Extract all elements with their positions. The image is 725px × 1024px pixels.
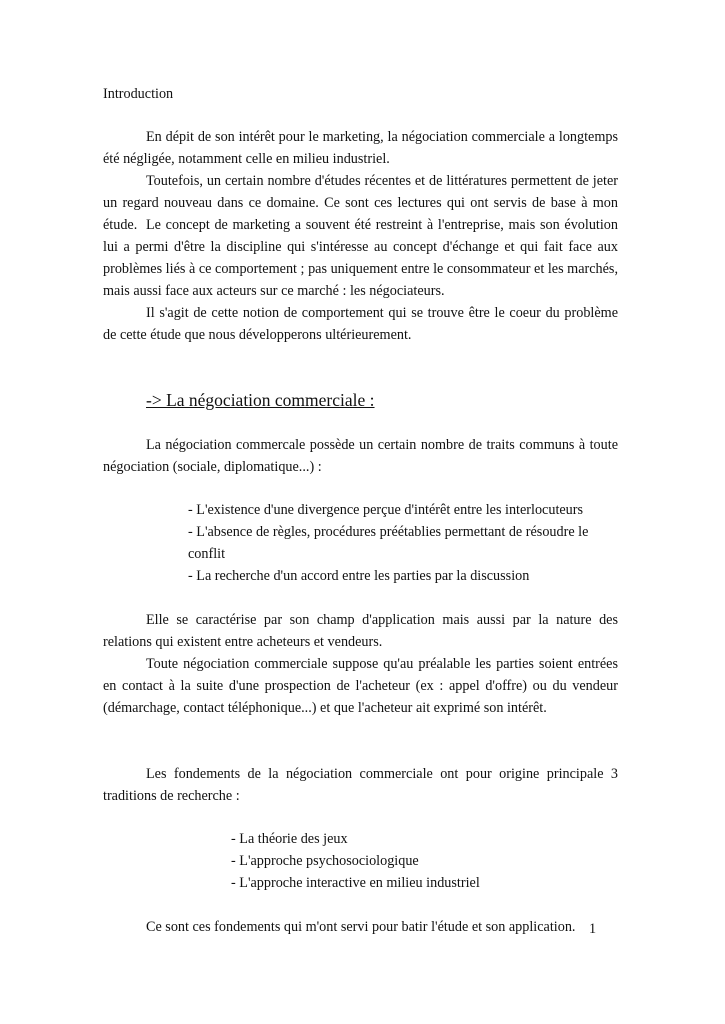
- traditions-list: [231, 828, 618, 894]
- section-intro-paragraph: La négociation commercale possède un certain nombre de traits communs à toute négociation (sociale, diplomatique...) :: [103, 437, 618, 475]
- list-item: - L'absence de règles, procédures préétablies permettant de résoudre le conflit: [188, 521, 618, 565]
- page-number: 1: [589, 921, 597, 937]
- list-item: - La théorie des jeux: [231, 831, 348, 847]
- document-title: Introduction: [103, 86, 174, 102]
- middle-paragraph-2: Toute négociation commerciale suppose qu'au préalable les parties soient entrées en contact à la suite d'une prospection de l'acheteur (ex : appel d'offre) ou du vendeur (démarchage, contact téléphonique...) et que l'acheteur ait exprimé son intérêt.: [103, 656, 618, 716]
- intro-paragraph-1: En dépit de son intérêt pour le marketing, la négociation commerciale a longtemps été négligée, notamment celle en milieu industriel.: [103, 129, 618, 167]
- list-item-continuation: conflit: [188, 546, 226, 562]
- intro-paragraph-3: Le concept de marketing a souvent été restreint à l'entreprise, mais son évolution lui a permi d'être la discipline qui s'intéresse au concept d'échange et qui fait face aux problèmes liés à ce comportement ; pas uniquement entre le consommateur et les marchés, mais aussi face aux acteurs sur ce marché : les négociateurs.: [103, 217, 618, 299]
- closing-sentence: Ce sont ces fondements qui m'ont servi pour batir l'étude et son application.: [146, 919, 576, 935]
- intro-paragraph-2: Toutefois, un certain nombre d'études récentes et de littératures permettent de jeter un regard nouveau dans ce domaine. Ce sont ces lectures qui ont servis de base à mon étude.: [103, 173, 618, 233]
- foundations-paragraph: Les fondements de la négociation commerciale ont pour origine principale 3 traditions de recherche :: [103, 766, 618, 804]
- list-item: - L'approche interactive en milieu industriel: [231, 875, 480, 891]
- traits-list: [188, 499, 618, 587]
- intro-paragraph-4: Il s'agit de cette notion de comportement qui se trouve être le coeur du problème de cette étude que nous développerons ultérieurement.: [103, 305, 618, 343]
- list-item: - La recherche d'un accord entre les parties par la discussion: [188, 568, 530, 584]
- list-item: - L'approche psychosociologique: [231, 853, 419, 869]
- list-item: - L'existence d'une divergence perçue d'intérêt entre les interlocuteurs: [188, 502, 584, 518]
- middle-paragraph-1: Elle se caractérise par son champ d'application mais aussi par la nature des relations qui existent entre acheteurs et vendeurs.: [103, 612, 618, 650]
- section-heading: -> La négociation commerciale :: [146, 390, 375, 410]
